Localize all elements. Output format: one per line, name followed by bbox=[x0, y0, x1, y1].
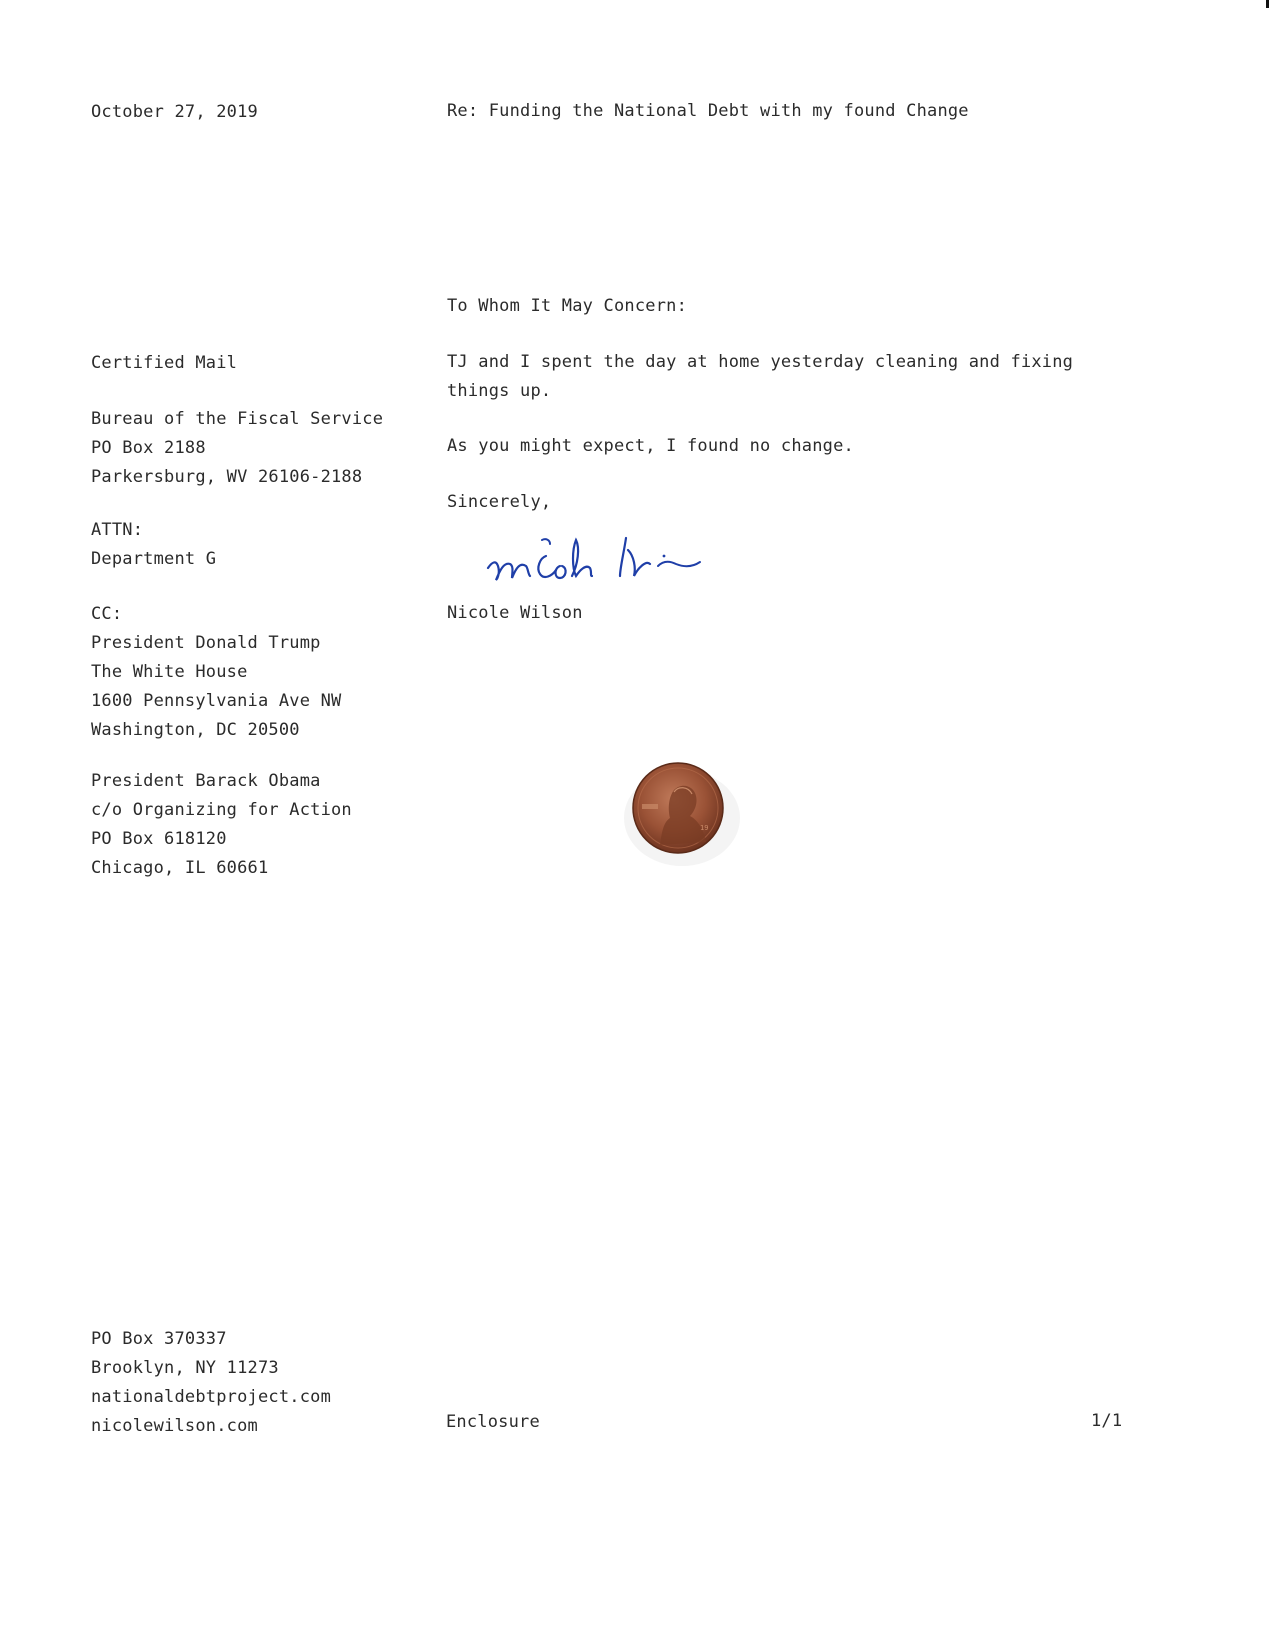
closing: Sincerely, bbox=[447, 492, 552, 512]
letter-subject: Re: Funding the National Debt with my found Change bbox=[447, 101, 969, 121]
address-line: Parkersburg, WV 26106-2188 bbox=[91, 467, 363, 487]
cc-line: c/o Organizing for Action bbox=[91, 800, 352, 820]
salutation: To Whom It May Concern: bbox=[447, 296, 688, 316]
signer-name: Nicole Wilson bbox=[447, 603, 583, 623]
website-link[interactable]: nicolewilson.com bbox=[91, 1416, 258, 1436]
attn-value: Department G bbox=[91, 549, 217, 569]
cc-line: 1600 Pennsylvania Ave NW bbox=[91, 691, 342, 711]
body-paragraph-2: As you might expect, I found no change. bbox=[447, 436, 854, 456]
attn-label: ATTN: bbox=[91, 520, 144, 540]
cc-block bbox=[91, 600, 341, 745]
cc-line: President Barack Obama bbox=[91, 771, 321, 791]
address-line: Bureau of the Fiscal Service bbox=[91, 409, 384, 429]
body-paragraph-1: TJ and I spent the day at home yesterday cleaning and fixing things up. bbox=[447, 352, 1074, 401]
recipient-address bbox=[91, 405, 383, 492]
cc-label: CC: bbox=[91, 604, 123, 624]
letter-date: October 27, 2019 bbox=[91, 102, 258, 122]
cc-block-2 bbox=[91, 767, 352, 883]
enclosure-label: Enclosure bbox=[446, 1412, 540, 1432]
page-number: 1/1 bbox=[1091, 1411, 1123, 1431]
cc-line: Chicago, IL 60661 bbox=[91, 858, 269, 878]
return-address-line: Brooklyn, NY 11273 bbox=[91, 1358, 279, 1378]
cc-line: PO Box 618120 bbox=[91, 829, 227, 849]
cc-line: The White House bbox=[91, 662, 248, 682]
attn-block bbox=[91, 516, 216, 574]
cc-line: President Donald Trump bbox=[91, 633, 321, 653]
penny-coin-icon bbox=[620, 760, 740, 870]
handwritten-signature-icon bbox=[486, 534, 726, 594]
delivery-method: Certified Mail bbox=[91, 353, 238, 373]
website-link[interactable]: nationaldebtproject.com bbox=[91, 1387, 332, 1407]
return-address-line: PO Box 370337 bbox=[91, 1329, 227, 1349]
address-line: PO Box 2188 bbox=[91, 438, 206, 458]
return-address bbox=[91, 1325, 331, 1441]
cc-line: Washington, DC 20500 bbox=[91, 720, 300, 740]
svg-text:19: 19 bbox=[700, 824, 709, 832]
